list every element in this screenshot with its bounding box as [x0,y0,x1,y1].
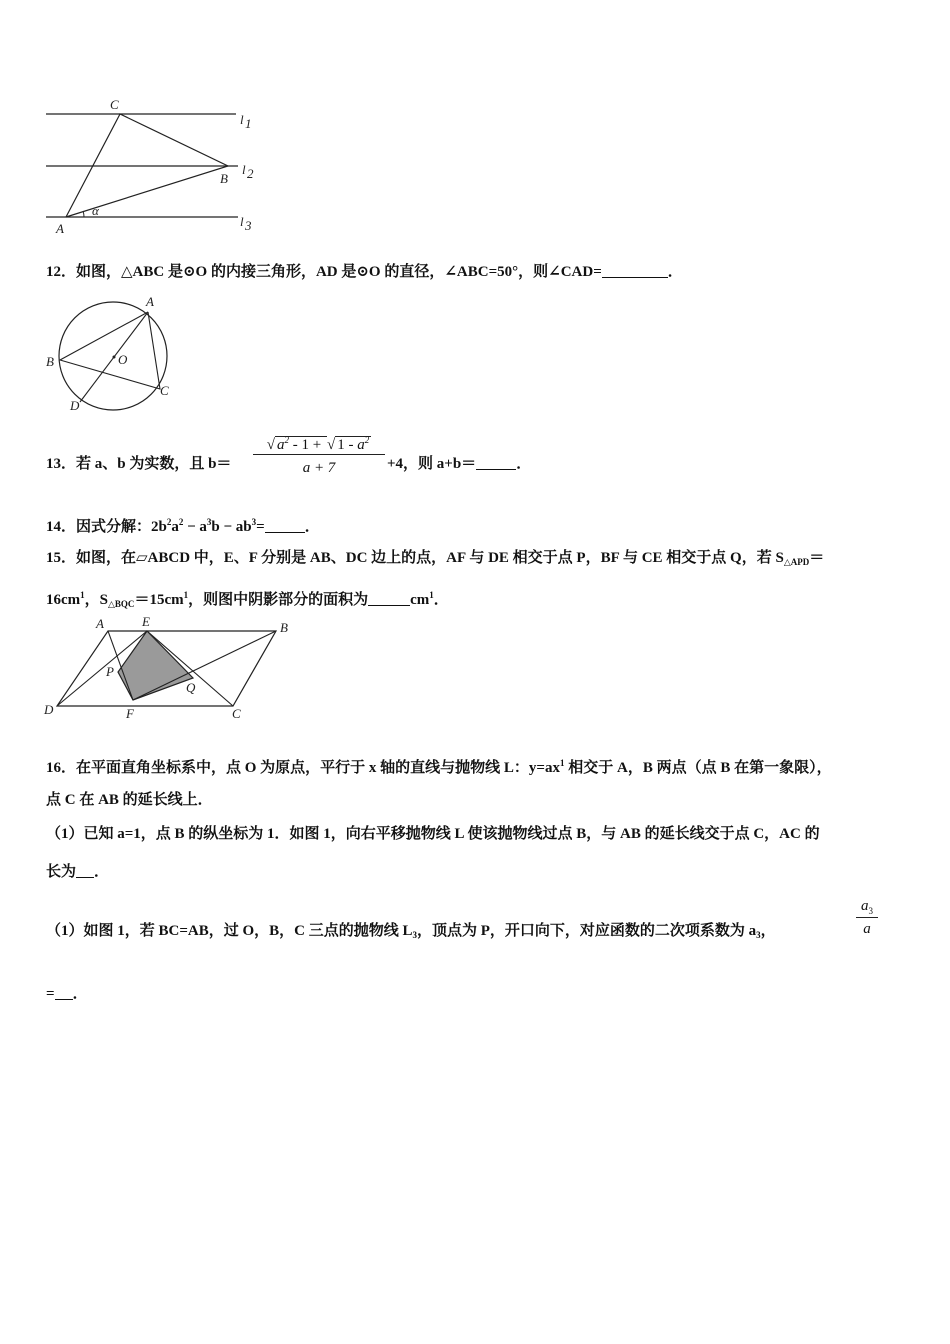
q13-denominator: a + 7 [302,460,336,476]
label-E: E [142,614,150,629]
label-C: C [232,706,241,721]
triangle-abc [60,312,160,389]
label-B: B [280,620,288,635]
q13-end: ． [516,456,532,472]
q13-fraction [253,428,385,479]
question-16-part1-line2: 长为 ． [46,864,110,880]
label-A: A [96,616,104,631]
question-15-line1: 15．如图，在▱ABCD 中，E、F 分别是 AB、DC 边上的点，AF 与 DE 相交于点 P，BF 与 CE 相交于点 Q，若 $S_{\triangle APD}=$ [46,550,825,567]
q12-answer-blank[interactable] [602,263,668,278]
label-F: F [126,706,134,721]
question-16-line2: 点 C 在 AB 的延长线上． [46,792,213,808]
figure-parallelogram [40,612,300,722]
label-A: A [146,294,154,309]
question-13-cont [387,454,531,474]
label-Q: Q [186,680,196,695]
label-l3: l [240,214,244,229]
q16-part2-answer-blank[interactable] [55,985,73,1000]
label-l1: l [240,112,244,127]
question-16-part2-line2: = ． [46,986,88,1002]
q14-answer-blank[interactable] [265,518,305,533]
question-13 [46,454,231,474]
label-l2: l [242,162,246,177]
label-D: D [44,702,54,717]
label-P: P [106,664,114,679]
q12-text: 12．如图，△ABC 是⊙O 的内接三角形，AD 是⊙O 的直径，∠ABC=50°，则∠CAD= [46,264,602,280]
center-point [113,356,116,359]
question-16-part2-line1: （1）如图 1，若 BC=AB，过 O，B，C 三点的抛物线 $L_3$，顶点为 P，开口向下，对应函数的二次项系数为 $a_3$， [46,923,776,940]
question-16-line1: 16．在平面直角坐标系中，点 O 为原点，平行于 x 轴的直线与抛物线 L：$y=ax^1$ 相交于 A，B 两点（点 B 在第一象限）， [46,758,832,776]
label-l3-sub: 3 [245,218,252,233]
q16-frac-numerator: $a_3$ [861,898,873,916]
label-A: A [56,221,64,236]
q16-fraction [856,896,878,939]
label-C: C [160,383,169,398]
q16-part1-answer-blank[interactable] [76,863,94,878]
label-alpha: α [92,203,99,218]
question-16-part1-line1: （1）已知 a=1，点 B 的纵坐标为 1．如图 1，向右平移抛物线 L 使该抛物线过点 B，与 AB 的延长线交于点 C，AC 的 [46,826,820,842]
q12-end: ． [667,264,683,280]
figure-parallel-lines [40,92,270,240]
label-l1-sub: 1 [245,116,252,131]
q15-answer-blank[interactable] [368,591,410,606]
q16-frac-denominator: a [863,921,871,937]
figure-circle [40,292,180,418]
label-C: C [110,97,119,112]
q13-answer-blank[interactable] [476,455,516,470]
label-l2-sub: 2 [247,166,254,181]
q13-post: +4，则 a+b＝ [387,456,477,472]
label-O: O [118,352,128,367]
question-12 [46,262,683,282]
label-B: B [220,171,228,186]
question-15-line2: $16cm^1$，$S_{\triangle BQC}=15cm^1$，则图中阴影部分的面积为 $cm^1$． [46,590,449,609]
label-B: B [46,354,54,369]
q13-pre: 13．若 a、b 为实数，且 b＝ [46,456,232,472]
label-D: D [70,398,80,413]
q13-numerator: √ $a^2 - 1$ + √ $1 - a^2$ [266,435,370,453]
question-14: 14．因式分解：$2b^2a^2 - a^3b - ab^3=$ ． [46,517,320,535]
